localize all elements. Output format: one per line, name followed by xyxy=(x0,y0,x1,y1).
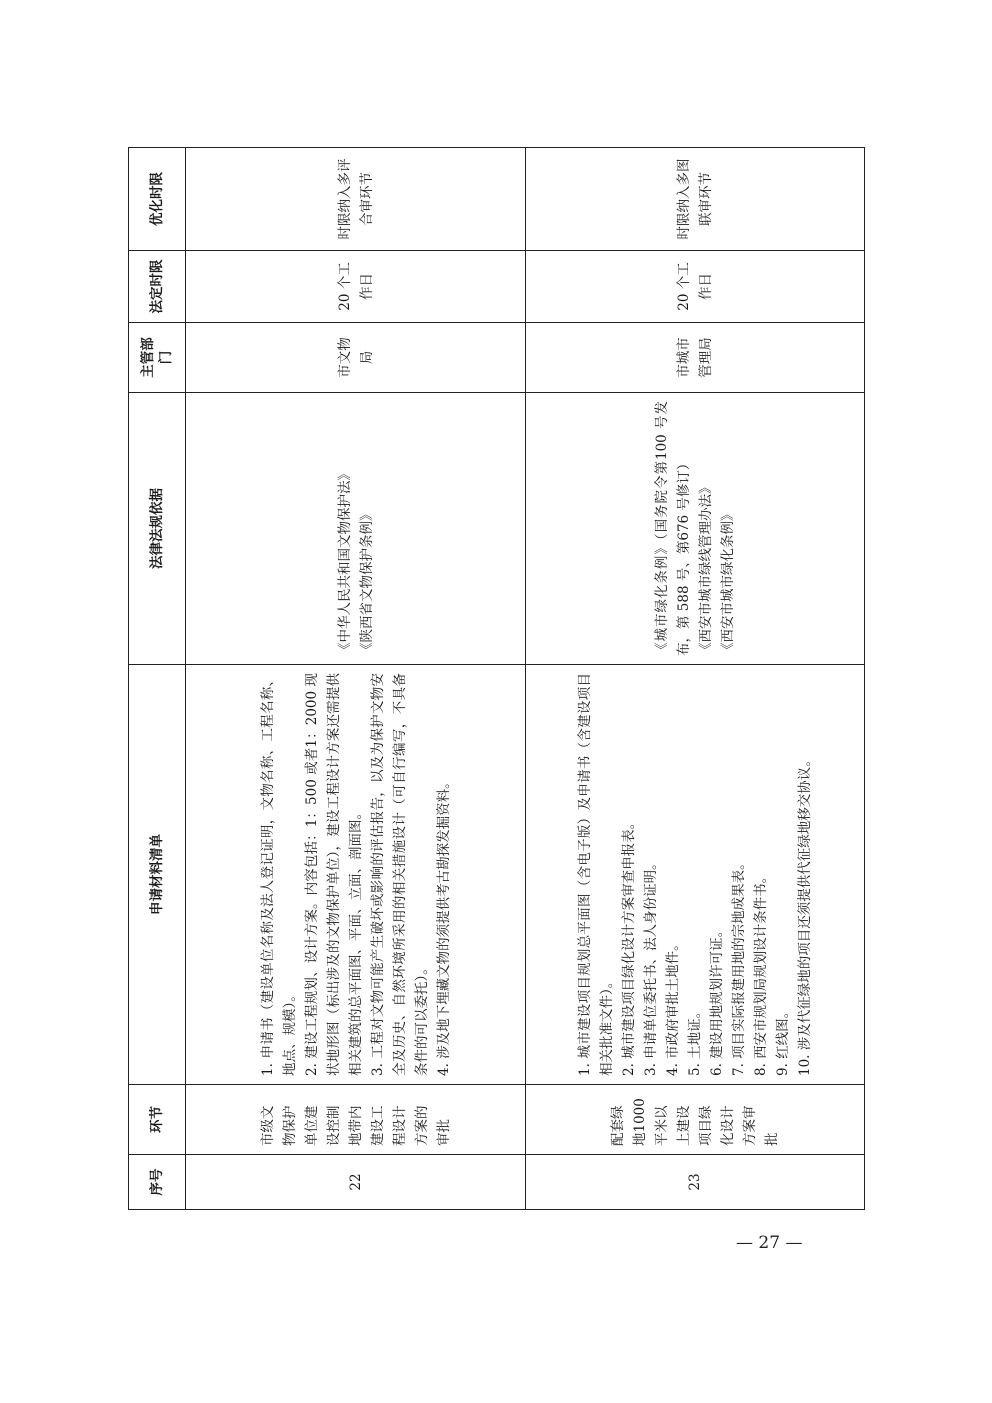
row-optimized-limit: 时限纳入多评合审环节 xyxy=(186,148,526,251)
list-item: 《西安市城市绿线管理办法》 xyxy=(698,480,714,656)
row-dept: 市文物局 xyxy=(186,323,526,393)
list-item: 4. 涉及地下埋藏文物的须提供考古勘探发掘资料。 xyxy=(435,775,452,1076)
row-basis xyxy=(186,393,526,665)
list-item: 3. 工程对文物可能产生破坏或影响的评估报告，以及为保护文物安全及历史、自然环境所采用的相关措施设计（可自行编写，不具备条件的可以委托）。 xyxy=(369,673,430,1076)
list-item: 《中华人民共和国文物保护法》 xyxy=(336,467,353,656)
list-item: 《陕西省文物保护条例》 xyxy=(358,507,375,656)
rotated-table-container xyxy=(128,148,864,1210)
row-legal-limit: 20 个工作日 xyxy=(526,251,865,323)
list-item: 10. 涉及代征绿地的项目还须提供代征绿地移交协议。 xyxy=(797,753,813,1076)
header-index: 序号 xyxy=(129,1155,186,1210)
row-legal-limit: 20 个工作日 xyxy=(186,251,526,323)
header-basis: 法律法规依据 xyxy=(129,393,186,665)
list-item: 《城市绿化条例》（国务院令第100 号发布，第 588 号、第676 号修订） xyxy=(654,401,692,656)
approval-table xyxy=(128,147,865,1210)
header-dept: 主管部门 xyxy=(129,323,186,393)
list-item: 7. 项目实际报建用地的宗地成果表。 xyxy=(731,856,747,1076)
materials-list xyxy=(257,673,455,1076)
list-item: 1. 申请书（建设单位名称及法人登记证明，文物名称、工程名称、地点、规模）。 xyxy=(259,673,298,1076)
list-item: 4. 市政府审批土地件。 xyxy=(665,937,681,1076)
list-item: 《西安市城市绿化条例》 xyxy=(720,507,736,656)
list-item: 1. 城市建设项目规划总平面图（含电子版）及申请书（含建设项目相关批准文件）。 xyxy=(577,673,615,1076)
basis-list xyxy=(334,401,378,656)
row-dept: 市城市管理局 xyxy=(526,323,865,393)
header-materials: 申请材料清单 xyxy=(129,665,186,1085)
table-row xyxy=(186,148,526,1210)
materials-list xyxy=(574,673,816,1076)
list-item: 9. 红线图。 xyxy=(775,1004,791,1076)
row-optimized-limit: 时限纳入多图联审环节 xyxy=(526,148,865,251)
header-optimized-limit: 优化时限 xyxy=(129,148,186,251)
list-item: 2. 建设工程规划、设计方案。内容包括：1：500 或者1：2000 现状地形图（标出涉及的文物保护单位），建设工程设计方案还需提供相关建筑的总平面图、平面、立面、剖面图。 xyxy=(303,673,364,1076)
list-item: 6. 建设用地规划许可证。 xyxy=(709,923,725,1076)
page-number: — 27 — xyxy=(736,1233,803,1253)
list-item: 3. 申请单位委托书、法人身份证明。 xyxy=(643,856,659,1076)
list-item: 2. 城市建设项目绿化设计方案审查申报表。 xyxy=(621,815,637,1076)
header-stage: 环节 xyxy=(129,1085,186,1155)
list-item: 5. 土地证。 xyxy=(687,1004,703,1076)
row-index: 23 xyxy=(526,1155,865,1210)
row-materials xyxy=(526,665,865,1085)
row-stage: 市级文物保护单位建设控制地带内建设工程设计方案的审批 xyxy=(186,1085,526,1155)
table-row xyxy=(526,148,865,1210)
row-materials xyxy=(186,665,526,1085)
row-index: 22 xyxy=(186,1155,526,1210)
list-item: 8. 西安市规划局规划设计条件书。 xyxy=(753,869,769,1076)
basis-list xyxy=(651,401,739,656)
row-stage: 配套绿地1000平米以上建设项目绿化设计方案审批 xyxy=(526,1085,865,1155)
header-legal-limit: 法定时限 xyxy=(129,251,186,323)
row-basis xyxy=(526,393,865,665)
table-header-row xyxy=(129,148,186,1210)
